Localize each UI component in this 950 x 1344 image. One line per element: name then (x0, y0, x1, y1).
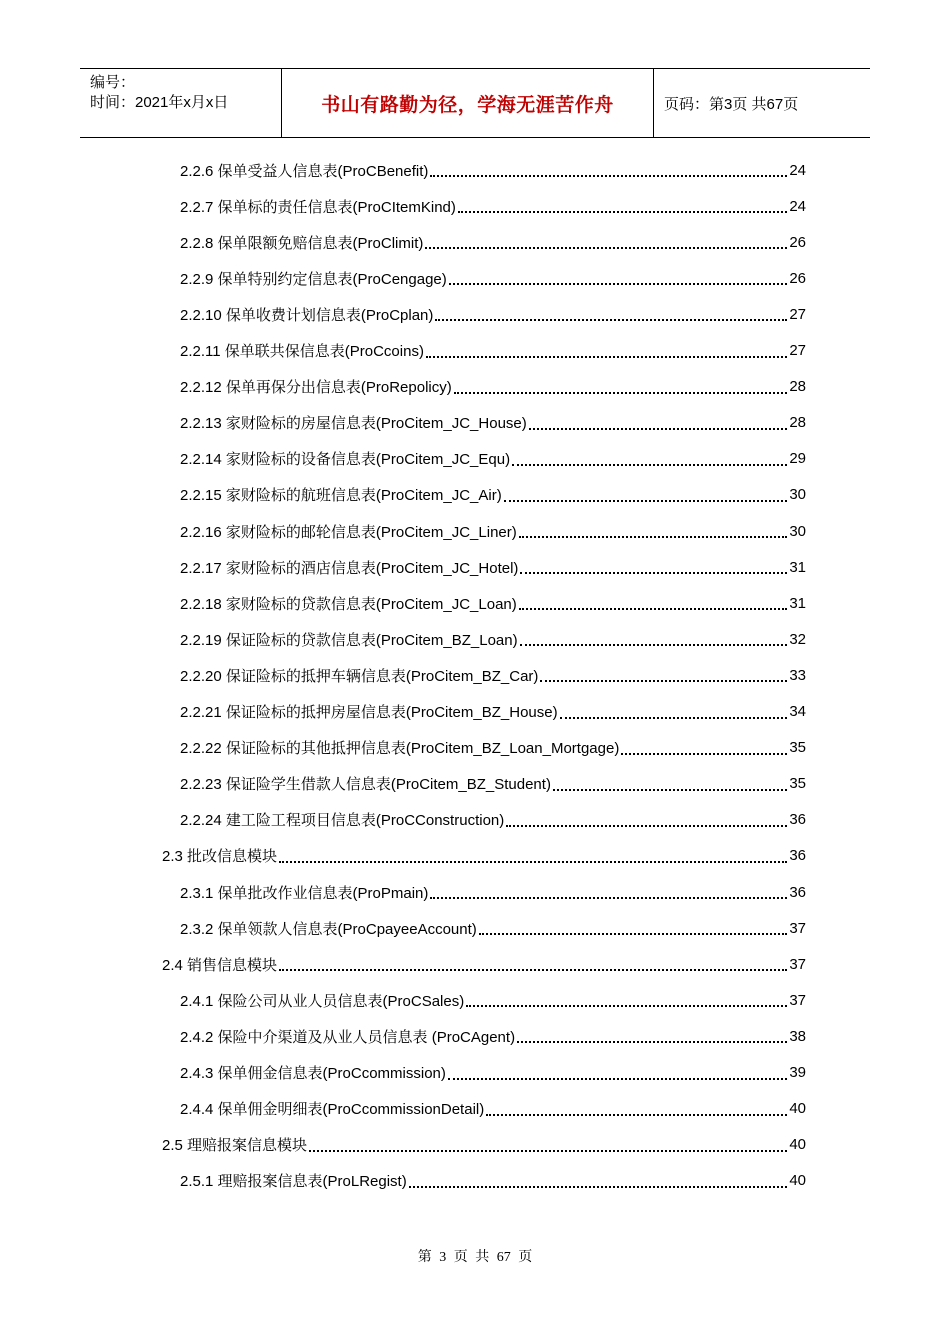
toc-entry-page-number: 26 (789, 269, 806, 287)
toc-entry-page-number: 32 (789, 630, 806, 648)
toc-entry-title: 2.3 批改信息模块 (162, 848, 278, 866)
toc-dot-leader (519, 607, 788, 610)
toc-entry-title: 2.2.9 保单特别约定信息表(ProCengage) (180, 270, 447, 288)
toc-dot-leader (458, 210, 787, 213)
toc-dot-leader (512, 463, 787, 466)
toc-entry-title: 2.2.21 保证险标的抵押房屋信息表(ProCitem_BZ_House) (180, 704, 558, 721)
toc-dot-leader (517, 1040, 787, 1043)
toc-dot-leader (540, 679, 787, 682)
toc-entry[interactable] (180, 477, 806, 513)
toc-entry-title: 2.4.3 保单佣金信息表(ProCcommission) (180, 1065, 446, 1082)
toc-entry[interactable] (162, 838, 806, 874)
toc-entry-page-number: 39 (789, 1064, 806, 1081)
toc-entry-title: 2.4.2 保险中介渠道及从业人员信息表 (ProCAgent) (180, 1028, 516, 1046)
toc-dot-leader (529, 427, 788, 430)
toc-entry-page-number: 38 (789, 1027, 806, 1045)
toc-entry-page-number: 34 (789, 703, 806, 720)
toc-entry[interactable] (180, 802, 806, 838)
toc-dot-leader (479, 932, 788, 935)
toc-dot-leader (430, 896, 787, 899)
toc-entry-title: 2.2.24 建工险工程项目信息表(ProCConstruction) (180, 812, 505, 830)
toc-entry-title: 2.2.23 保证险学生借款人信息表(ProCitem_BZ_Student) (180, 776, 551, 794)
header-left-cell (80, 69, 282, 137)
toc-entry[interactable] (180, 621, 806, 657)
toc-entry-page-number: 28 (789, 414, 806, 432)
toc-entry-title: 2.4.4 保单佣金明细表(ProCcommissionDetail) (180, 1101, 485, 1119)
toc-entry[interactable] (180, 766, 806, 802)
toc-entry[interactable] (162, 946, 806, 982)
toc-dot-leader (279, 860, 787, 863)
toc-entry-page-number: 40 (789, 1136, 806, 1154)
toc-entry[interactable] (180, 152, 806, 188)
toc-entry-page-number: 30 (789, 522, 806, 540)
toc-entry-page-number: 40 (789, 1100, 806, 1118)
toc-entry-title: 2.2.22 保证险标的其他抵押信息表(ProCitem_BZ_Loan_Mortgage) (180, 740, 620, 758)
toc-entry[interactable] (180, 1091, 806, 1127)
toc-entry[interactable] (180, 369, 806, 405)
toc-dot-leader (435, 318, 787, 321)
toc-dot-leader (504, 499, 788, 502)
toc-dot-leader (449, 282, 788, 285)
toc-entry-page-number: 37 (789, 955, 806, 973)
toc-entry[interactable] (180, 333, 806, 369)
number-label: 编号： (90, 74, 136, 91)
toc-entry[interactable] (180, 1018, 806, 1054)
toc-entry-page-number: 24 (789, 161, 806, 179)
toc-entry-title: 2.3.1 保单批改作业信息表(ProPmain) (180, 884, 429, 902)
header-page-info: 页码：第3页 共67页 (664, 95, 799, 113)
toc-entry-page-number: 27 (789, 305, 806, 323)
toc-entry-page-number: 36 (789, 811, 806, 829)
toc-entry-title: 2.2.8 保单限额免赔信息表(ProClimit) (180, 234, 424, 252)
toc-entry-page-number: 29 (789, 450, 806, 468)
page-footer: 第 3 页 共 67 页 (417, 1250, 533, 1265)
toc-entry[interactable] (180, 549, 806, 585)
toc-dot-leader (520, 571, 787, 574)
toc-entry[interactable] (180, 513, 806, 549)
toc-dot-leader (621, 752, 787, 755)
toc-entry-page-number: 35 (789, 739, 806, 757)
header-motto: 书山有路勤为径，学海无涯苦作舟 (282, 69, 654, 137)
toc-entry-title: 2.2.18 家财险标的贷款信息表(ProCitem_JC_Loan) (180, 595, 517, 613)
toc-entry[interactable] (180, 188, 806, 224)
toc-entry-title: 2.5 理赔报案信息模块 (162, 1137, 308, 1155)
toc-entry-title: 2.2.11 保单联共保信息表(ProCcoins) (180, 343, 424, 360)
toc-entry-title: 2.3.2 保单领款人信息表(ProCpayeeAccount) (180, 920, 477, 938)
toc-entry-page-number: 27 (789, 342, 806, 359)
toc-dot-leader (279, 968, 787, 971)
toc-entry-page-number: 31 (789, 558, 806, 576)
toc-dot-leader (309, 1149, 787, 1152)
toc-dot-leader (519, 535, 788, 538)
toc-entry[interactable] (180, 1163, 806, 1199)
toc-dot-leader (454, 391, 788, 394)
toc-entry[interactable] (180, 982, 806, 1018)
toc-entry-page-number: 26 (789, 233, 806, 251)
toc-entry-page-number: 37 (789, 919, 806, 937)
toc-dot-leader (426, 355, 787, 358)
toc-entry-page-number: 35 (789, 775, 806, 793)
toc-entry-page-number: 31 (789, 594, 806, 612)
toc-dot-leader (560, 716, 788, 719)
toc-dot-leader (430, 174, 787, 177)
toc-entry-title: 2.2.13 家财险标的房屋信息表(ProCitem_JC_House) (180, 415, 527, 433)
toc-dot-leader (466, 1004, 787, 1007)
toc-entry-title: 2.2.7 保单标的责任信息表(ProCItemKind) (180, 198, 456, 216)
toc-entry-title: 2.4.1 保险公司从业人员信息表(ProCSales) (180, 992, 465, 1010)
toc-entry[interactable] (180, 694, 806, 730)
toc-entry-title: 2.2.14 家财险标的设备信息表(ProCitem_JC_Equ) (180, 451, 511, 469)
toc-entry-page-number: 37 (789, 991, 806, 1009)
toc-entry-page-number: 40 (789, 1172, 806, 1190)
toc-entry[interactable] (180, 441, 806, 477)
toc-entry[interactable] (180, 1055, 806, 1091)
toc-entry[interactable] (180, 910, 806, 946)
toc-dot-leader (409, 1185, 788, 1188)
toc-entry[interactable] (180, 260, 806, 296)
toc-dot-leader (506, 824, 787, 827)
toc-entry-title: 2.4 销售信息模块 (162, 956, 278, 974)
toc-entry-title: 2.2.17 家财险标的酒店信息表(ProCitem_JC_Hotel) (180, 559, 519, 577)
toc-entry-page-number: 36 (789, 883, 806, 901)
toc-entry[interactable] (180, 657, 806, 693)
time-text: 时间：2021年x月x日 (90, 94, 229, 111)
toc-dot-leader (425, 246, 787, 249)
toc-entry-title: 2.2.15 家财险标的航班信息表(ProCitem_JC_Air) (180, 487, 502, 505)
toc-dot-leader (553, 788, 787, 791)
toc-entry-title: 2.2.6 保单受益人信息表(ProCBenefit) (180, 162, 429, 180)
toc-entry[interactable] (180, 874, 806, 910)
toc-entry-page-number: 28 (789, 378, 806, 396)
toc-entry[interactable] (180, 224, 806, 260)
toc-entry[interactable] (180, 585, 806, 621)
toc-entry[interactable] (162, 1127, 806, 1163)
toc-entry-page-number: 30 (789, 486, 806, 504)
toc-entry-page-number: 36 (789, 847, 806, 865)
toc-dot-leader (486, 1113, 787, 1116)
page-header (80, 68, 870, 138)
toc-entry-title: 2.2.16 家财险标的邮轮信息表(ProCitem_JC_Liner) (180, 523, 517, 541)
toc-entry-page-number: 33 (789, 666, 806, 684)
toc-dot-leader (520, 643, 788, 646)
toc-entry[interactable] (180, 730, 806, 766)
toc-entry[interactable] (180, 296, 806, 332)
toc-dot-leader (448, 1077, 787, 1080)
toc-entry-title: 2.2.20 保证险标的抵押车辆信息表(ProCitem_BZ_Car) (180, 667, 539, 685)
toc-entry-title: 2.2.19 保证险标的贷款信息表(ProCitem_BZ_Loan) (180, 631, 518, 649)
toc-entry-title: 2.5.1 理赔报案信息表(ProLRegist) (180, 1173, 407, 1191)
toc-entry-title: 2.2.12 保单再保分出信息表(ProRepolicy) (180, 379, 452, 397)
toc-entry-title: 2.2.10 保单收费计划信息表(ProCplan) (180, 306, 434, 324)
toc-entry[interactable] (180, 405, 806, 441)
toc-entry-page-number: 24 (789, 197, 806, 215)
